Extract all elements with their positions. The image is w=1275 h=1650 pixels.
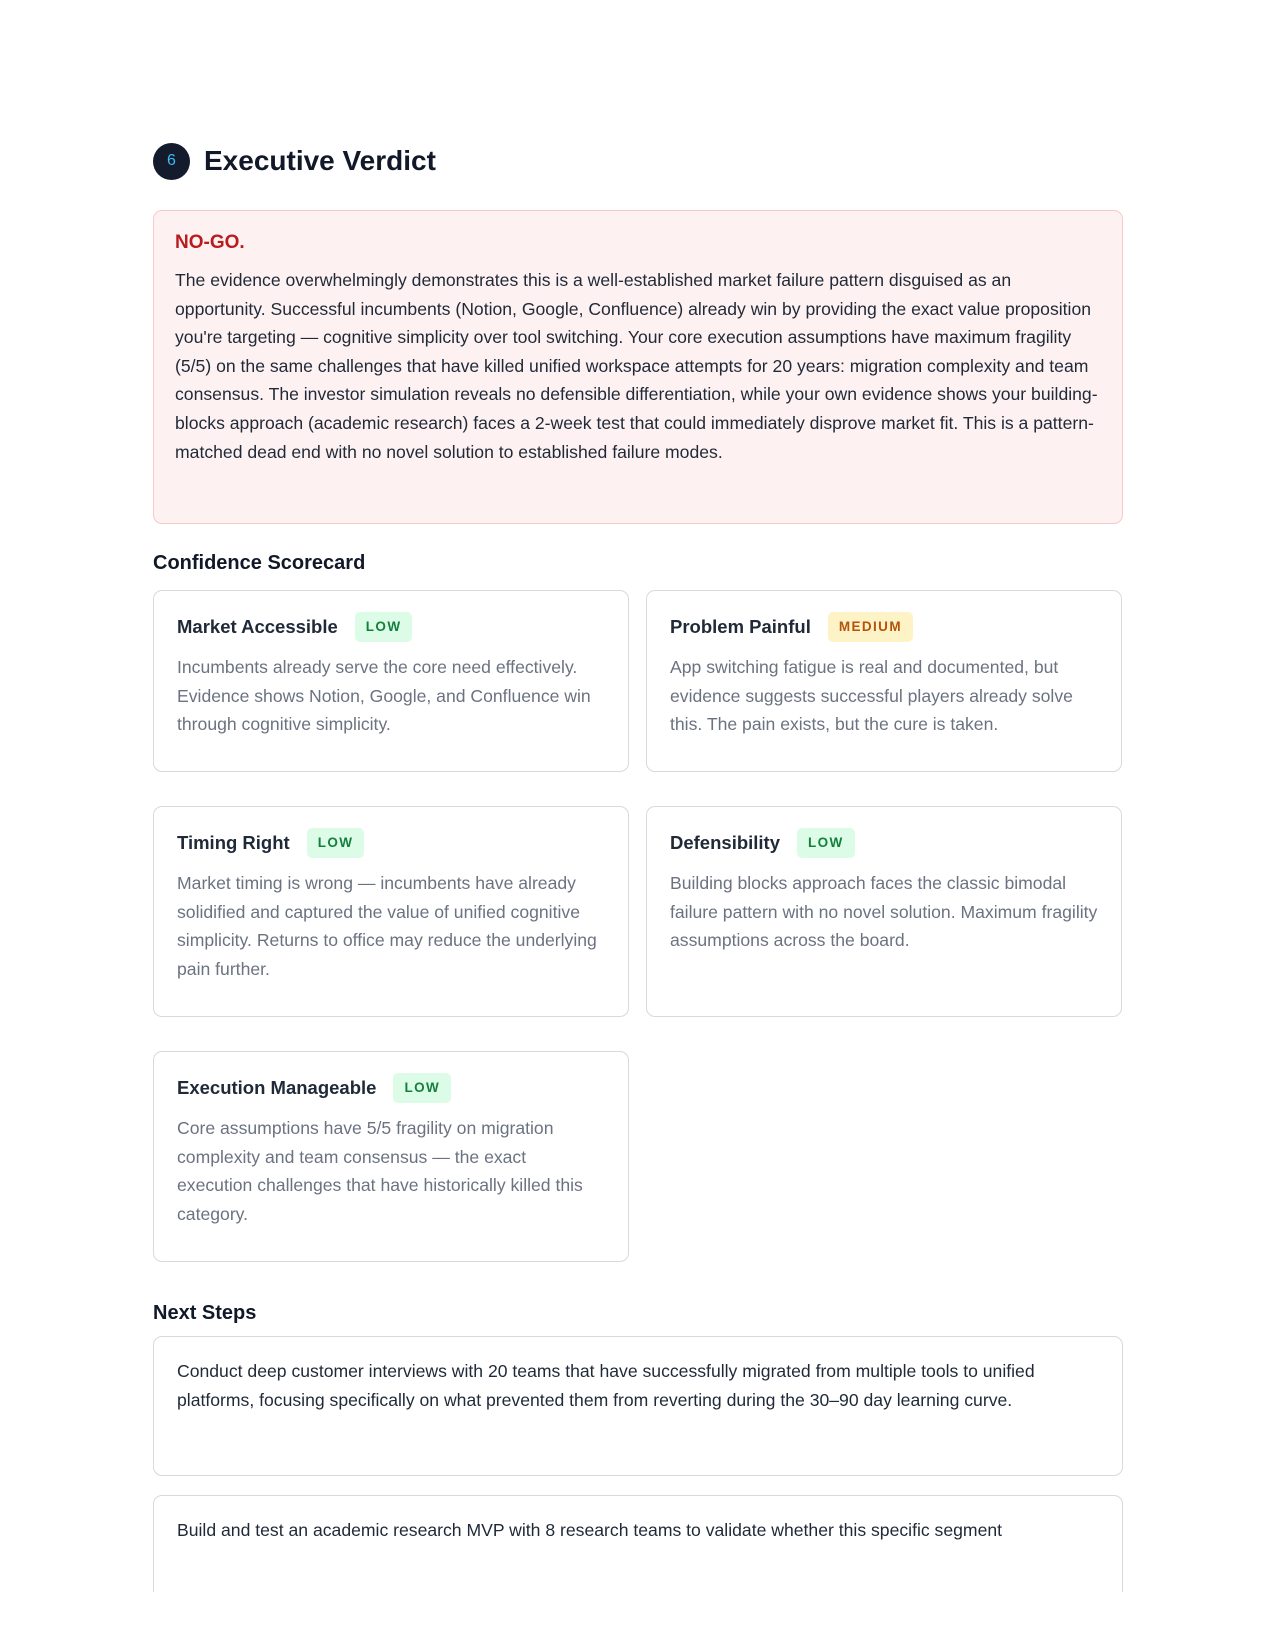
card-title: Defensibility (670, 832, 780, 853)
report-page (153, 142, 1123, 1592)
card-title: Execution Manageable (177, 1077, 377, 1098)
scorecard-card-execution-manageable (153, 1051, 629, 1262)
card-header (177, 827, 605, 859)
section-number-badge: 6 (153, 143, 190, 180)
card-description: App switching fatigue is real and documented, but evidence suggests successful players already solve this. The pain exists, but the cure is taken. (670, 657, 1073, 735)
scorecard-grid (153, 590, 1123, 1262)
card-description: Market timing is wrong — incumbents have already solidified and captured the value of unified cognitive simplicity. Returns to office may reduce the underlying pain further. (177, 873, 597, 980)
card-title: Problem Painful (670, 616, 811, 637)
section-title: Executive Verdict (204, 145, 436, 176)
section-header (153, 142, 1123, 180)
scorecard-card-problem-painful (646, 590, 1122, 772)
card-header (670, 611, 1098, 643)
next-step-item: Build and test an academic research MVP with 8 research teams to validate whether this specific segment (153, 1495, 1123, 1592)
card-header (177, 611, 605, 643)
confidence-badge: LOW (797, 828, 855, 858)
card-description: Incumbents already serve the core need effectively. Evidence shows Notion, Google, and Confluence win through cognitive simplicity. (177, 657, 591, 735)
next-step-item: Conduct deep customer interviews with 20 teams that have successfully migrated from multiple tools to unified platforms, focusing specifically on what prevented them from reverting during the 30–90 day learning curve. (153, 1336, 1123, 1476)
scorecard-card-timing-right (153, 806, 629, 1017)
scorecard-card-defensibility (646, 806, 1122, 1017)
confidence-badge: LOW (355, 612, 413, 642)
card-title: Market Accessible (177, 616, 338, 637)
card-header (177, 1072, 605, 1104)
card-description: Core assumptions have 5/5 fragility on migration complexity and team consensus — the exact execution challenges that have historically killed this category. (177, 1118, 583, 1225)
scorecard-heading: Confidence Scorecard (153, 552, 366, 574)
confidence-badge: LOW (307, 828, 365, 858)
card-description: Building blocks approach faces the classic bimodal failure pattern with no novel solution. Maximum fragility assumptions across the board. (670, 873, 1098, 951)
next-steps-heading: Next Steps (153, 1302, 257, 1324)
verdict-text: The evidence overwhelmingly demonstrates this is a well-established market failure pattern disguised as an opportunity. Successful incumbents (Notion, Google, Confluence) already win by providing the exact value proposition you're targeting — cognitive simplicity over tool switching. Your core execution assumptions have maximum fragility (5/5) on the same challenges that have killed unified workspace attempts for 20 years: migration complexity and team consensus. The investor simulation reveals no defensible differentiation, while your own evidence shows your building-blocks approach (academic research) faces a 2-week test that could immediately disprove market fit. This is a pattern-matched dead end with no novel solution to established failure modes. (175, 270, 1098, 462)
card-title: Timing Right (177, 832, 290, 853)
confidence-badge: MEDIUM (828, 612, 913, 642)
scorecard-card-market-accessible (153, 590, 629, 772)
verdict-label: NO-GO. (175, 232, 245, 253)
confidence-badge: LOW (393, 1073, 451, 1103)
card-header (670, 827, 1098, 859)
verdict-callout (153, 210, 1123, 524)
